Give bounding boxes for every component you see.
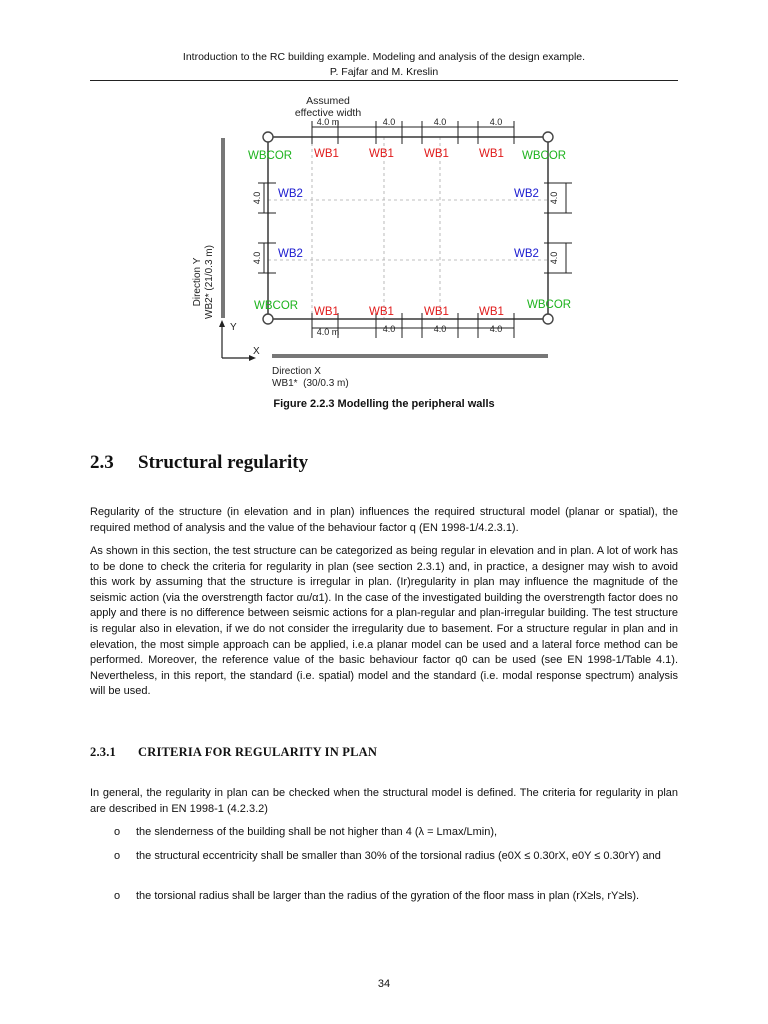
paragraph-criteria-intro: In general, the regularity in plan can be checked when the structural model is defined. The criteria for regularity in plan are described in EN 1998-1 (4.2.3.2) [90, 787, 678, 815]
list-item [114, 825, 678, 841]
axis-y-label: Y [230, 322, 237, 333]
y-axis-arrowhead [219, 320, 225, 327]
wall-label-wb1-bottom-4: WB1 [479, 306, 504, 318]
wall-labels [248, 148, 571, 318]
direction-y-label: Direction Y [192, 257, 203, 307]
wall-label-wb2-right-2: WB2 [514, 248, 539, 260]
wall-label-wb2-right-1: WB2 [514, 188, 539, 200]
direction-y-wall-bar [221, 138, 225, 318]
dim-top-3: 4.0 [433, 117, 447, 127]
list-item [114, 849, 678, 881]
direction-x-wall-label: WB1* (30/0.3 m) [272, 378, 349, 389]
axis-arrows [222, 324, 252, 358]
dim-bottom-3: 4.0 [433, 324, 447, 334]
wall-label-wb1-bottom-3: WB1 [424, 306, 449, 318]
list-item [114, 889, 678, 921]
wall-label-wb1-bottom-2: WB1 [369, 306, 394, 318]
axis-x-label: X [253, 346, 260, 357]
bullet-marker: o [114, 850, 121, 862]
paragraph-regularity-intro: Regularity of the structure (in elevation and in plan) influences the required structural model (planar or spatial), the required method of analysis and the value of the behaviour factor q (EN 1998-1/4.2.3.1). [90, 506, 678, 534]
direction-x-label: Direction X [272, 366, 321, 377]
page-number: 34 [377, 978, 391, 990]
figure-caption: Figure 2.2.3 Modelling the peripheral walls [273, 398, 495, 410]
direction-x-wall-bar [272, 354, 548, 358]
effective-width-label: effective width [294, 107, 362, 119]
dim-right-1: 4.0 [549, 191, 559, 205]
wall-label-corner-br: WBCOR [527, 299, 572, 311]
top-dimension-chain [312, 121, 514, 144]
paragraph-test-structure: As shown in this section, the test structure can be categorized as being regular in elevation and in plan. A lot of work has to be done to check the criteria for regularity in plan (see section 2.3.1) and, in practice, a designer may wish to avoid this work by assuming that the structure is irregular in plan. (Ir)regularity in plan may influence the magnitude of the seismic action (via the overstrength factor αu/α1). In the case of the investigated building the overstrength factor does no apply and there is no difference between seismic actions for a plan-regular and plan-irregular building. The test structure is regular also in elevation, if we do not consider the irregularity due to basement. For a structure regular in plan and in elevation, the most simple approach can be applied, i.e.a planar model can be used and a lateral force method can be performed. Moreover, the reference value of the basic behaviour factor q0 can be used (see EN 1998-1/Table 4.1). Nevertheless, in this report, the standard (i.e. spatial) model and the standard (i.e. modal response spectrum) analysis will be used. [90, 545, 678, 698]
dim-left-1: 4.0 [252, 191, 262, 205]
subsection-number: 2.3.1 [90, 745, 116, 759]
wall-label-wb1-top-4: WB1 [479, 148, 504, 160]
peripheral-walls-figure [180, 88, 600, 392]
dim-bottom-4: 4.0 [489, 324, 503, 334]
section-number: 2.3 [90, 452, 114, 473]
wall-label-wb1-top-1: WB1 [314, 148, 339, 160]
running-header [90, 50, 678, 80]
direction-y-wall-label: WB2* (21/0.3 m) [204, 245, 215, 319]
grid-lines [268, 137, 548, 319]
header-authors: P. Fajfar and M. Kreslin [329, 66, 439, 78]
wall-label-corner-tl: WBCOR [248, 150, 293, 162]
subsection-heading [90, 745, 377, 760]
wall-label-wb1-bottom-1: WB1 [314, 306, 339, 318]
dim-top-4: 4.0 [489, 117, 503, 127]
dim-right-2: 4.0 [549, 251, 559, 265]
dim-bottom-1: 4.0 m [316, 327, 340, 337]
header-title: Introduction to the RC building example. Modeling and analysis of the design example. [182, 51, 586, 63]
subsection-title: CRITERIA FOR REGULARITY IN PLAN [138, 745, 378, 759]
section-title: Structural regularity [138, 452, 309, 473]
dim-top-1: 4.0 m [316, 117, 340, 127]
bullet-torsional-radius: the torsional radius shall be larger than the radius of the gyration of the floor mass in plan (rX≥ls, rY≥ls). [136, 890, 640, 902]
corner-columns [263, 132, 553, 324]
plan-outline [268, 137, 548, 319]
wall-label-wb2-left-2: WB2 [278, 248, 303, 260]
bullet-marker: o [114, 826, 121, 838]
wall-label-corner-bl: WBCOR [254, 300, 299, 312]
section-heading [90, 452, 308, 474]
dim-top-2: 4.0 [382, 117, 396, 127]
wall-label-wb1-top-2: WB1 [369, 148, 394, 160]
dim-bottom-2: 4.0 [382, 324, 396, 334]
assumed-label: Assumed [306, 95, 350, 107]
bullet-marker: o [114, 890, 121, 902]
header-rule [90, 80, 678, 81]
wall-label-corner-tr: WBCOR [522, 150, 567, 162]
wall-label-wb2-left-1: WB2 [278, 188, 303, 200]
bullet-slenderness: the slenderness of the building shall be not higher than 4 (λ = Lmax/Lmin), [136, 826, 498, 838]
wall-label-wb1-top-3: WB1 [424, 148, 449, 160]
dim-left-2: 4.0 [252, 251, 262, 265]
bullet-eccentricity: the structural eccentricity shall be smaller than 30% of the torsional radius (e0X ≤ 0.30rX, e0Y ≤ 0.30rY) and [136, 850, 661, 862]
